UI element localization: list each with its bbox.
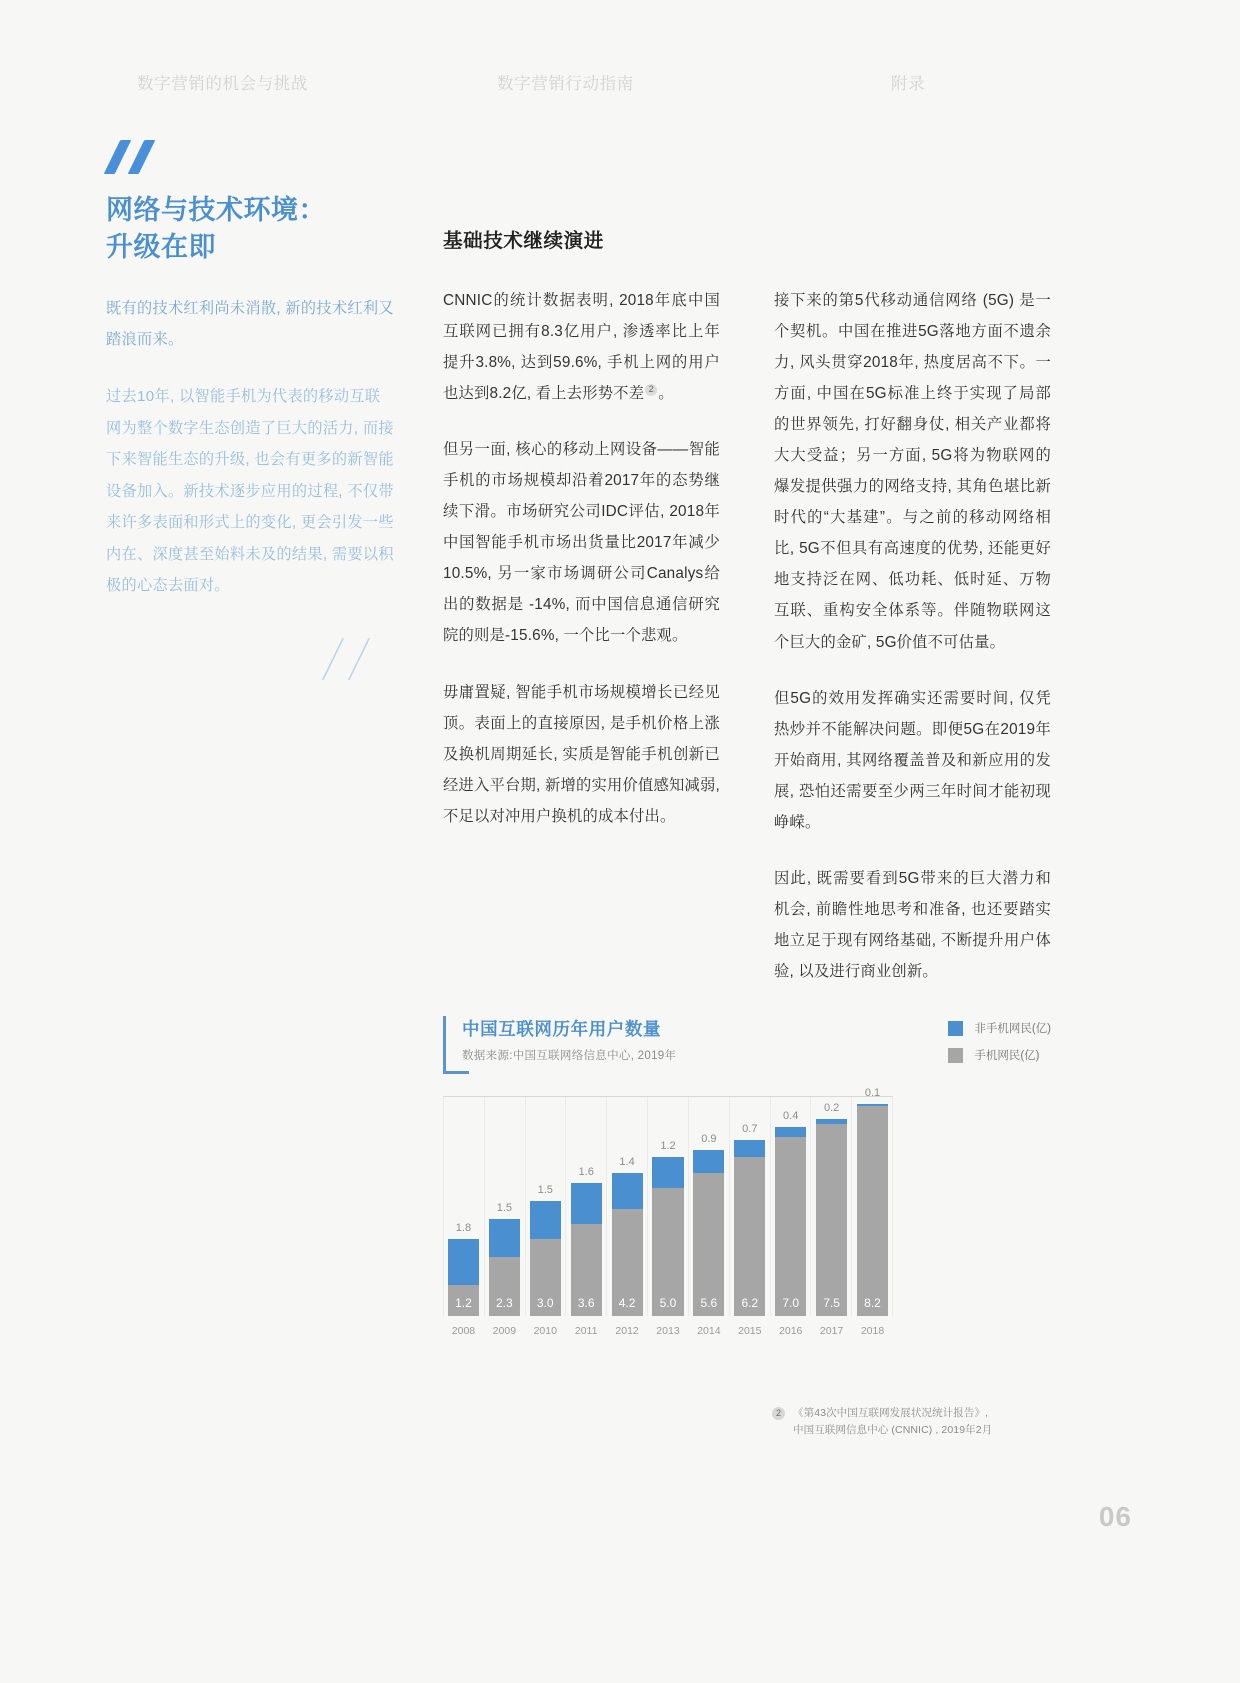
section-body-paragraph: 过去10年, 以智能手机为代表的移动互联网为整个数字生态创造了巨大的活力, 而接下来智能生态的升级, 也会有更多的新智能设备加入。新技术逐步应用的过程, 不仅带来许多表面和形式上的变化, 更会引发一些内在、深度甚至始料未及的结果, 需要以积极的心态去面对。: [106, 388, 394, 595]
bar-value-label-mobile: 3.6: [577, 1296, 595, 1310]
bar-segment-mobile: [734, 1157, 765, 1316]
bar-segment-mobile: [693, 1173, 724, 1316]
footnote: [772, 1405, 1062, 1440]
bar-segment-mobile: [448, 1285, 479, 1316]
bar-stack: [571, 1166, 602, 1316]
chart-title: 中国互联网历年用户数量: [462, 1019, 662, 1039]
x-axis-tick-label: 2013: [656, 1325, 680, 1337]
bar-column[interactable]: [811, 1097, 852, 1316]
bar-value-label-non-mobile: 0.2: [823, 1102, 840, 1115]
x-axis-tick-label: 2015: [738, 1325, 762, 1337]
top-navigation: [0, 70, 1240, 104]
bar-value-label-non-mobile: 1.5: [537, 1183, 553, 1196]
slash-mark-2: [128, 140, 156, 174]
bar-value-label-non-mobile: 0.9: [701, 1132, 717, 1145]
bar-segment-non-mobile: [693, 1132, 724, 1173]
bar-segment-mobile: [612, 1209, 643, 1316]
slash-mark-1: [104, 140, 132, 174]
legend-item-non-mobile: [948, 1020, 1051, 1036]
x-axis-tick-label: 2012: [615, 1325, 639, 1337]
nav-item-opportunities[interactable]: 数字营销的机会与挑战: [137, 75, 308, 93]
bar-segment-mobile: [530, 1239, 561, 1316]
bar-stack: [489, 1201, 520, 1316]
bar-column[interactable]: [607, 1097, 648, 1316]
bar-stack: [734, 1122, 765, 1317]
bar-value-label-mobile: 7.5: [823, 1296, 840, 1310]
legend-item-mobile: [948, 1047, 1051, 1063]
bar-segment-mobile: [816, 1124, 847, 1316]
chart-legend: [948, 1020, 1051, 1074]
bar-stack: [693, 1132, 724, 1316]
article-column-left: [443, 285, 720, 832]
bar-value-label-non-mobile: 1.6: [578, 1166, 594, 1178]
bar-value-label-non-mobile: 0.1: [864, 1086, 881, 1099]
bar-column[interactable]: [484, 1097, 525, 1316]
x-axis-tick-label: 2014: [697, 1325, 721, 1337]
chart-block: [443, 1008, 1061, 1337]
paragraph: CNNIC的统计数据表明, 2018年底中国互联网已拥有8.3亿用户, 渗透率比上年提升3.8%, 达到59.6%, 手机上网的用户也达到8.2亿, 看上去形势不差 $^2$ 。: [443, 292, 720, 403]
bar-value-label-mobile: 2.3: [496, 1296, 513, 1310]
bar-value-label-non-mobile: 1.2: [660, 1140, 676, 1153]
bar-stack: [612, 1155, 643, 1316]
footnote-ref[interactable]: 2: [645, 384, 657, 396]
bar-segment-non-mobile: [530, 1183, 561, 1239]
bar-value-label-mobile: 5.0: [659, 1296, 677, 1310]
bar-column[interactable]: [648, 1097, 689, 1316]
section-title: [106, 192, 394, 267]
bar-value-label-non-mobile: 1.5: [496, 1201, 512, 1214]
legend-swatch-gray: [948, 1048, 963, 1063]
slash-outline-2: [348, 638, 370, 680]
bar-stack: [775, 1109, 806, 1316]
legend-swatch-blue: [948, 1021, 963, 1036]
double-slash-icon: [106, 140, 176, 170]
bar-value-label-non-mobile: 1.4: [619, 1155, 635, 1168]
nav-item-action-guide[interactable]: 数字营销行动指南: [497, 75, 634, 93]
bar-value-label-mobile: 3.0: [536, 1296, 554, 1310]
bar-segment-non-mobile: [489, 1201, 520, 1257]
bar-segment-non-mobile: [448, 1222, 479, 1285]
section-title-line-2: 升级在即: [106, 232, 216, 263]
bar-value-label-non-mobile: 0.4: [783, 1109, 799, 1122]
bar-stack: [530, 1183, 561, 1316]
bar-value-label-mobile: 4.2: [618, 1296, 636, 1310]
bar-segment-mobile: [571, 1224, 602, 1316]
paragraph: 毋庸置疑, 智能手机市场规模增长已经见顶。表面上的直接原因, 是手机价格上涨及换机周期延长, 实质是智能手机创新已经进入平台期, 新增的实用价值感知减弱, 不足以对冲用户换机的成本付出。: [443, 683, 720, 825]
x-axis-tick-label: 2016: [779, 1325, 803, 1337]
slash-outline-1: [322, 638, 344, 680]
article-body: [443, 225, 1061, 980]
bar-stack: [448, 1222, 479, 1316]
bar-column[interactable]: [729, 1097, 770, 1316]
x-axis-tick-label: 2017: [819, 1325, 844, 1337]
chart-title-wrap: [443, 1016, 676, 1074]
x-axis-tick-label: 2008: [451, 1325, 476, 1337]
bar-segment-mobile: [857, 1106, 888, 1316]
bar-column[interactable]: [443, 1097, 484, 1316]
double-slash-outline-icon: [328, 638, 418, 678]
paragraph: 接下来的第5代移动通信网络 (5G) 是一个契机。中国在推进5G落地方面不遗余力, 风头贯穿2018年, 热度居高不下。一方面, 中国在5G标准上终于实现了局部的世界领先, 打好翻身仗, 相关产业都将大大受益；另一方面, 5G将为物联网的爆发提供强力的网络支持, 其角色堪比新时代的“大基建”。与之前的移动网络相比, 5G不但具有高速度的优势, 还能更好地支持泛在网、低功耗、低时延、万物互联、重构安全体系等。伴随物联网这个巨大的金矿, 5G价值不可估量。: [774, 292, 1051, 651]
nav-item-appendix[interactable]: 附录: [891, 75, 926, 93]
x-axis-tick-label: 2018: [860, 1325, 885, 1337]
bar-segment-mobile: [775, 1137, 806, 1316]
bar-segment-mobile: [489, 1257, 520, 1316]
legend-label-non-mobile: 非手机网民(亿): [974, 1023, 1051, 1035]
chart-source: 数据来源:中国互联网络信息中心, 2019年: [462, 1050, 677, 1062]
bar-value-label-mobile: 7.0: [782, 1296, 800, 1310]
section-lead-paragraph: 既有的技术红利尚未消散, 新的技术红利又踏浪而来。: [106, 299, 394, 348]
bar-column[interactable]: [525, 1097, 566, 1316]
article-heading: 基础技术继续演进: [443, 230, 604, 252]
bar-value-label-mobile: 5.6: [700, 1296, 718, 1310]
bar-segment-non-mobile: [571, 1166, 602, 1224]
legend-label-mobile: 手机网民(亿): [974, 1050, 1040, 1062]
sidebar: [106, 140, 394, 678]
bar-segment-non-mobile: [612, 1155, 643, 1209]
footnote-line-2: 中国互联网信息中心 (CNNIC) , 2019年2月: [793, 1424, 993, 1437]
bar-stack: [857, 1086, 888, 1316]
bar-value-label-mobile: 8.2: [864, 1296, 881, 1310]
chart-bars: [443, 1086, 893, 1316]
bar-value-label-mobile: 1.2: [455, 1296, 472, 1310]
bar-segment-non-mobile: [652, 1140, 683, 1188]
footnote-text: [793, 1405, 992, 1440]
footnote-line-1: 《第43次中国互联网发展状况统计报告》,: [793, 1407, 989, 1419]
bar-stack: [652, 1140, 683, 1316]
bar-column[interactable]: [566, 1097, 607, 1316]
bar-value-label-non-mobile: 1.8: [455, 1222, 472, 1235]
x-axis-tick-label: 2010: [533, 1325, 557, 1337]
x-axis-tick-label: 2011: [574, 1325, 598, 1337]
article-column-right: [774, 285, 1051, 987]
paragraph: 因此, 既需要看到5G带来的巨大潜力和机会, 前瞻性地思考和准备, 也还要踏实地立足于现有网络基础, 不断提升用户体验, 以及进行商业创新。: [774, 869, 1051, 980]
section-title-line-1: 网络与技术环境：: [106, 195, 326, 225]
bar-segment-non-mobile: [775, 1109, 806, 1137]
chart-x-axis: [443, 1325, 893, 1337]
chart-header: [443, 1008, 1061, 1082]
bar-segment-non-mobile: [734, 1122, 765, 1158]
chart-plot-area: [443, 1086, 893, 1316]
paragraph: 但5G的效用发挥确实还需要时间, 仅凭热炒并不能解决问题。即便5G在2019年开始商用, 其网络覆盖普及和新应用的发展, 恐怕还需要至少两三年时间才能初现峥嵘。: [774, 689, 1051, 831]
bar-column[interactable]: [688, 1097, 729, 1316]
footnote-marker: 2: [772, 1407, 785, 1420]
bar-stack: [816, 1102, 847, 1316]
bar-column[interactable]: [852, 1086, 893, 1316]
bar-column[interactable]: [770, 1097, 811, 1316]
page-number: 06: [1098, 1501, 1132, 1532]
bar-value-label-non-mobile: 0.7: [742, 1122, 758, 1135]
paragraph: 但另一面, 核心的移动上网设备——智能手机的市场规模却沿着2017年的态势继续下滑。市场研究公司IDC评估, 2018年中国智能手机市场出货量比2017年减少10.5%, 另一家市场调研公司Canalys给出的数据是 -14%, 而中国信息通信研究院的则是-15.6%, 一个比一个悲观。: [443, 441, 720, 645]
bar-segment-mobile: [652, 1188, 683, 1316]
bar-value-label-mobile: 6.2: [741, 1296, 759, 1310]
x-axis-tick-label: 2009: [492, 1325, 517, 1337]
